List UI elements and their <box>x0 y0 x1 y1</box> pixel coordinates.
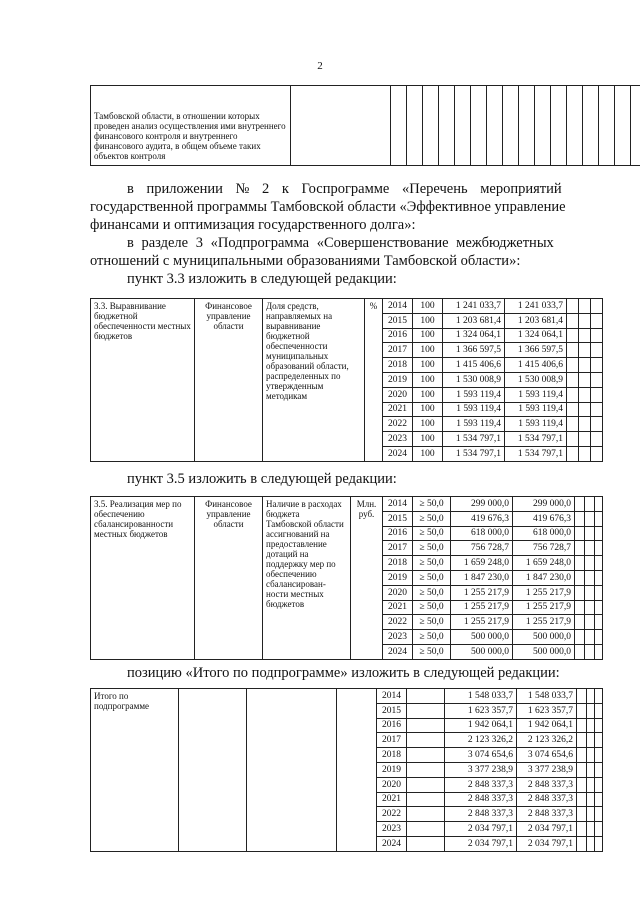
empty-cell <box>585 630 595 645</box>
year-cell: 2022 <box>383 615 413 630</box>
empty-cell <box>585 585 595 600</box>
empty-cell <box>587 733 595 748</box>
empty-cell <box>575 570 585 585</box>
empty-cell <box>575 644 585 659</box>
heading-3-5: пункт 3.5 изложить в следующей редакции: <box>127 471 397 487</box>
top-table-text: Тамбовской области, в отношении которых проведен анализ осуществления ими внутреннего финансового контроля и внутреннего финансового аудита, в общем объеме таких объектов контроля <box>91 86 291 166</box>
year-cell: 2018 <box>383 358 413 373</box>
empty-cell <box>579 446 591 461</box>
empty-cell <box>595 556 603 571</box>
empty-cell <box>587 762 595 777</box>
year-cell: 2015 <box>383 313 413 328</box>
total-cell: 1 534 797,1 <box>505 432 567 447</box>
empty-cell <box>591 328 603 343</box>
total-cell: 3 377 238,9 <box>517 762 577 777</box>
amount-cell: 500 000,0 <box>451 644 513 659</box>
year-cell: 2021 <box>383 402 413 417</box>
total-cell: 1 530 008,9 <box>505 372 567 387</box>
empty-cell <box>591 417 603 432</box>
intro-line-4: в разделе 3 «Подпрограмма «Совершенствование межбюджетных <box>127 235 554 251</box>
amount-cell: 1 593 119,4 <box>443 417 505 432</box>
empty-cell <box>567 313 579 328</box>
total-cell: 1 593 119,4 <box>505 417 567 432</box>
empty-cell <box>407 689 445 704</box>
heading-total: позицию «Итого по подпрограмме» изложить в следующей редакции: <box>127 665 560 681</box>
amount-cell: 1 593 119,4 <box>443 402 505 417</box>
total-cell: 1 548 033,7 <box>517 689 577 704</box>
indicator-cell: Доля средств, направляемых на выравнивание бюджетной обеспеченности муниципальных образований области, распределенных по утвержденным методикам <box>263 299 365 462</box>
total-cell: 419 676,3 <box>513 511 575 526</box>
amount-cell: 1 548 033,7 <box>445 689 517 704</box>
empty-cell <box>577 777 587 792</box>
total-cell: 1 623 357,7 <box>517 703 577 718</box>
empty-cell <box>587 689 595 704</box>
target-cell: ≥ 50,0 <box>413 570 451 585</box>
empty-cell <box>577 836 587 851</box>
empty-cell <box>595 748 603 763</box>
table-total <box>90 688 603 852</box>
year-cell: 2014 <box>383 497 413 512</box>
empty-cell <box>577 733 587 748</box>
empty-cell <box>585 556 595 571</box>
empty-cell <box>577 762 587 777</box>
empty-cell <box>577 718 587 733</box>
year-cell: 2020 <box>383 585 413 600</box>
target-cell: 100 <box>413 402 443 417</box>
empty-cell <box>585 644 595 659</box>
empty-cell <box>407 807 445 822</box>
empty-cell <box>567 328 579 343</box>
year-cell: 2020 <box>377 777 407 792</box>
empty-cell <box>567 446 579 461</box>
target-cell: ≥ 50,0 <box>413 630 451 645</box>
year-cell: 2016 <box>377 718 407 733</box>
amount-cell: 2 848 337,3 <box>445 777 517 792</box>
table-row <box>91 497 603 512</box>
intro-line-6: пункт 3.3 изложить в следующей редакции: <box>127 271 397 287</box>
empty-cell <box>567 387 579 402</box>
total-cell: 2 848 337,3 <box>517 777 577 792</box>
empty-cell <box>591 432 603 447</box>
empty-cell <box>575 556 585 571</box>
empty-cell <box>595 777 603 792</box>
year-cell: 2016 <box>383 328 413 343</box>
empty-cell <box>407 748 445 763</box>
empty-cell <box>567 417 579 432</box>
unit-cell: Млн. руб. <box>351 497 383 660</box>
total-cell: 618 000,0 <box>513 526 575 541</box>
year-cell: 2015 <box>377 703 407 718</box>
amount-cell: 419 676,3 <box>451 511 513 526</box>
amount-cell: 1 534 797,1 <box>443 432 505 447</box>
intro-paragraph <box>90 180 598 288</box>
empty-cell <box>579 417 591 432</box>
total-cell: 3 074 654,6 <box>517 748 577 763</box>
empty-cell <box>595 733 603 748</box>
amount-cell: 1 593 119,4 <box>443 387 505 402</box>
amount-cell: 1 255 217,9 <box>451 615 513 630</box>
amount-cell: 1 534 797,1 <box>443 446 505 461</box>
empty-cell <box>575 615 585 630</box>
empty-cell <box>591 343 603 358</box>
empty-cell <box>595 541 603 556</box>
empty-cell <box>579 432 591 447</box>
amount-cell: 1 623 357,7 <box>445 703 517 718</box>
empty-cell <box>407 762 445 777</box>
empty-cell <box>577 689 587 704</box>
amount-cell: 1 203 681,4 <box>443 313 505 328</box>
empty-cell <box>179 689 247 852</box>
empty-cell <box>587 748 595 763</box>
target-cell: ≥ 50,0 <box>413 541 451 556</box>
target-cell: 100 <box>413 372 443 387</box>
empty-cell <box>591 313 603 328</box>
total-cell: 2 848 337,3 <box>517 792 577 807</box>
empty-cell <box>575 497 585 512</box>
year-cell: 2024 <box>377 836 407 851</box>
total-cell: 299 000,0 <box>513 497 575 512</box>
empty-cell <box>585 497 595 512</box>
measure-name-cell: 3.3. Выравнивание бюджетной обеспеченности местных бюджетов <box>91 299 195 462</box>
target-cell: ≥ 50,0 <box>413 600 451 615</box>
target-cell: ≥ 50,0 <box>413 615 451 630</box>
table-row <box>91 299 603 314</box>
empty-cell <box>407 836 445 851</box>
total-cell: 1 324 064,1 <box>505 328 567 343</box>
empty-cell <box>587 792 595 807</box>
empty-cell <box>585 511 595 526</box>
empty-cell <box>595 630 603 645</box>
total-cell: 500 000,0 <box>513 644 575 659</box>
year-cell: 2022 <box>377 807 407 822</box>
empty-cell <box>587 718 595 733</box>
target-cell: ≥ 50,0 <box>413 511 451 526</box>
empty-cell <box>579 328 591 343</box>
amount-cell: 1 530 008,9 <box>443 372 505 387</box>
amount-cell: 1 415 406,6 <box>443 358 505 373</box>
total-name-cell: Итого по подпрограмме <box>91 689 179 852</box>
target-cell: 100 <box>413 328 443 343</box>
unit-cell: % <box>365 299 383 462</box>
empty-cell <box>587 777 595 792</box>
amount-cell: 1 255 217,9 <box>451 600 513 615</box>
total-cell: 1 255 217,9 <box>513 615 575 630</box>
total-cell: 2 123 326,2 <box>517 733 577 748</box>
empty-cell <box>567 299 579 314</box>
amount-cell: 1 324 064,1 <box>443 328 505 343</box>
amount-cell: 2 123 326,2 <box>445 733 517 748</box>
empty-cell <box>577 792 587 807</box>
amount-cell: 1 942 064,1 <box>445 718 517 733</box>
empty-cell <box>407 792 445 807</box>
target-cell: 100 <box>413 432 443 447</box>
total-cell: 1 847 230,0 <box>513 570 575 585</box>
empty-cell <box>591 387 603 402</box>
year-cell: 2022 <box>383 417 413 432</box>
empty-cell <box>567 358 579 373</box>
intro-line-2: государственной программы Тамбовской области «Эффективное управление <box>90 199 566 215</box>
year-cell: 2019 <box>377 762 407 777</box>
indicator-cell: Наличие в расходах бюджета Тамбовской области ассигнований на предоставление дотаций на поддержку мер по обеспечению сбалансирован-ности местных бюджетов <box>263 497 351 660</box>
empty-cell <box>591 446 603 461</box>
year-cell: 2014 <box>383 299 413 314</box>
target-cell: 100 <box>413 343 443 358</box>
year-cell: 2023 <box>383 432 413 447</box>
empty-cell <box>585 570 595 585</box>
empty-cell <box>595 644 603 659</box>
empty-cell <box>579 402 591 417</box>
empty-cell <box>595 585 603 600</box>
amount-cell: 1 241 033,7 <box>443 299 505 314</box>
target-cell: 100 <box>413 387 443 402</box>
empty-cell <box>579 343 591 358</box>
target-cell: 100 <box>413 299 443 314</box>
empty-cell <box>585 526 595 541</box>
year-cell: 2024 <box>383 446 413 461</box>
total-cell: 2 034 797,1 <box>517 836 577 851</box>
target-cell: ≥ 50,0 <box>413 585 451 600</box>
total-cell: 1 241 033,7 <box>505 299 567 314</box>
empty-cell <box>575 630 585 645</box>
year-cell: 2020 <box>383 387 413 402</box>
year-cell: 2024 <box>383 644 413 659</box>
empty-cell <box>575 600 585 615</box>
empty-cell <box>595 836 603 851</box>
total-cell: 500 000,0 <box>513 630 575 645</box>
total-cell: 2 034 797,1 <box>517 822 577 837</box>
empty-cell <box>407 703 445 718</box>
empty-cell <box>595 511 603 526</box>
target-cell: 100 <box>413 417 443 432</box>
total-cell: 1 659 248,0 <box>513 556 575 571</box>
empty-cell <box>579 387 591 402</box>
intro-line-1: в приложении № 2 к Госпрограмме «Перечень мероприятий <box>127 181 562 197</box>
empty-cell <box>591 402 603 417</box>
year-cell: 2023 <box>377 822 407 837</box>
empty-cell <box>595 762 603 777</box>
empty-cell <box>407 733 445 748</box>
empty-cell <box>591 358 603 373</box>
year-cell: 2019 <box>383 570 413 585</box>
empty-cell <box>567 343 579 358</box>
year-cell: 2018 <box>377 748 407 763</box>
year-cell: 2023 <box>383 630 413 645</box>
empty-cell <box>595 600 603 615</box>
executor-cell: Финансовое управление области <box>195 299 263 462</box>
empty-cell <box>595 822 603 837</box>
target-cell: ≥ 50,0 <box>413 497 451 512</box>
amount-cell: 1 847 230,0 <box>451 570 513 585</box>
empty-cell <box>591 372 603 387</box>
year-cell: 2016 <box>383 526 413 541</box>
empty-cell <box>587 807 595 822</box>
empty-cell <box>577 822 587 837</box>
empty-cell <box>585 541 595 556</box>
total-cell: 1 255 217,9 <box>513 585 575 600</box>
measure-name-cell: 3.5. Реализация мер по обеспечению сбалансированности местных бюджетов <box>91 497 195 660</box>
total-cell: 2 848 337,3 <box>517 807 577 822</box>
empty-cell <box>585 615 595 630</box>
empty-cell <box>595 703 603 718</box>
year-cell: 2019 <box>383 372 413 387</box>
table-3-5 <box>90 496 603 660</box>
empty-cell <box>567 432 579 447</box>
year-cell: 2017 <box>383 343 413 358</box>
target-cell: ≥ 50,0 <box>413 644 451 659</box>
total-cell: 1 593 119,4 <box>505 402 567 417</box>
total-cell: 1 203 681,4 <box>505 313 567 328</box>
year-cell: 2017 <box>377 733 407 748</box>
empty-cell <box>337 689 377 852</box>
target-cell: 100 <box>413 446 443 461</box>
amount-cell: 2 848 337,3 <box>445 807 517 822</box>
executor-cell: Финансовое управление области <box>195 497 263 660</box>
empty-cell <box>575 541 585 556</box>
intro-line-3: финансами и оптимизация государственного долга»: <box>90 217 416 233</box>
year-cell: 2017 <box>383 541 413 556</box>
empty-cell <box>247 689 337 852</box>
target-cell: 100 <box>413 358 443 373</box>
empty-cell <box>587 822 595 837</box>
table-3-3 <box>90 298 603 462</box>
amount-cell: 618 000,0 <box>451 526 513 541</box>
year-cell: 2021 <box>377 792 407 807</box>
amount-cell: 2 034 797,1 <box>445 822 517 837</box>
empty-cell <box>587 836 595 851</box>
page-number: 2 <box>317 60 323 72</box>
top-table <box>90 85 640 166</box>
amount-cell: 2 034 797,1 <box>445 836 517 851</box>
total-cell: 1 255 217,9 <box>513 600 575 615</box>
empty-cell <box>577 748 587 763</box>
year-cell: 2018 <box>383 556 413 571</box>
empty-cell <box>567 372 579 387</box>
amount-cell: 1 255 217,9 <box>451 585 513 600</box>
intro-line-5: отношений с муниципальными образованиями Тамбовской области»: <box>90 253 521 269</box>
empty-cell <box>595 497 603 512</box>
total-cell: 1 593 119,4 <box>505 387 567 402</box>
empty-cell <box>579 313 591 328</box>
total-cell: 1 534 797,1 <box>505 446 567 461</box>
target-cell: ≥ 50,0 <box>413 526 451 541</box>
total-cell: 1 366 597,5 <box>505 343 567 358</box>
total-cell: 756 728,7 <box>513 541 575 556</box>
empty-cell <box>595 615 603 630</box>
amount-cell: 2 848 337,3 <box>445 792 517 807</box>
amount-cell: 1 659 248,0 <box>451 556 513 571</box>
empty-cell <box>595 792 603 807</box>
empty-cell <box>567 402 579 417</box>
target-cell: 100 <box>413 313 443 328</box>
year-cell: 2015 <box>383 511 413 526</box>
target-cell: ≥ 50,0 <box>413 556 451 571</box>
empty-cell <box>579 358 591 373</box>
amount-cell: 3 074 654,6 <box>445 748 517 763</box>
amount-cell: 500 000,0 <box>451 630 513 645</box>
empty-cell <box>587 703 595 718</box>
table-row <box>91 689 603 704</box>
year-cell: 2014 <box>377 689 407 704</box>
year-cell: 2021 <box>383 600 413 615</box>
total-cell: 1 415 406,6 <box>505 358 567 373</box>
empty-cell <box>595 807 603 822</box>
empty-cell <box>407 822 445 837</box>
empty-cell <box>579 299 591 314</box>
empty-cell <box>407 777 445 792</box>
amount-cell: 756 728,7 <box>451 541 513 556</box>
amount-cell: 1 366 597,5 <box>443 343 505 358</box>
empty-cell <box>595 689 603 704</box>
total-cell: 1 942 064,1 <box>517 718 577 733</box>
amount-cell: 299 000,0 <box>451 497 513 512</box>
empty-cell <box>591 299 603 314</box>
empty-cell <box>575 585 585 600</box>
empty-cell <box>575 526 585 541</box>
empty-cell <box>595 570 603 585</box>
empty-cell <box>577 703 587 718</box>
empty-cell <box>577 807 587 822</box>
amount-cell: 3 377 238,9 <box>445 762 517 777</box>
empty-cell <box>575 511 585 526</box>
empty-cell <box>595 718 603 733</box>
empty-cell <box>585 600 595 615</box>
empty-cell <box>579 372 591 387</box>
empty-cell <box>595 526 603 541</box>
empty-cell <box>407 718 445 733</box>
